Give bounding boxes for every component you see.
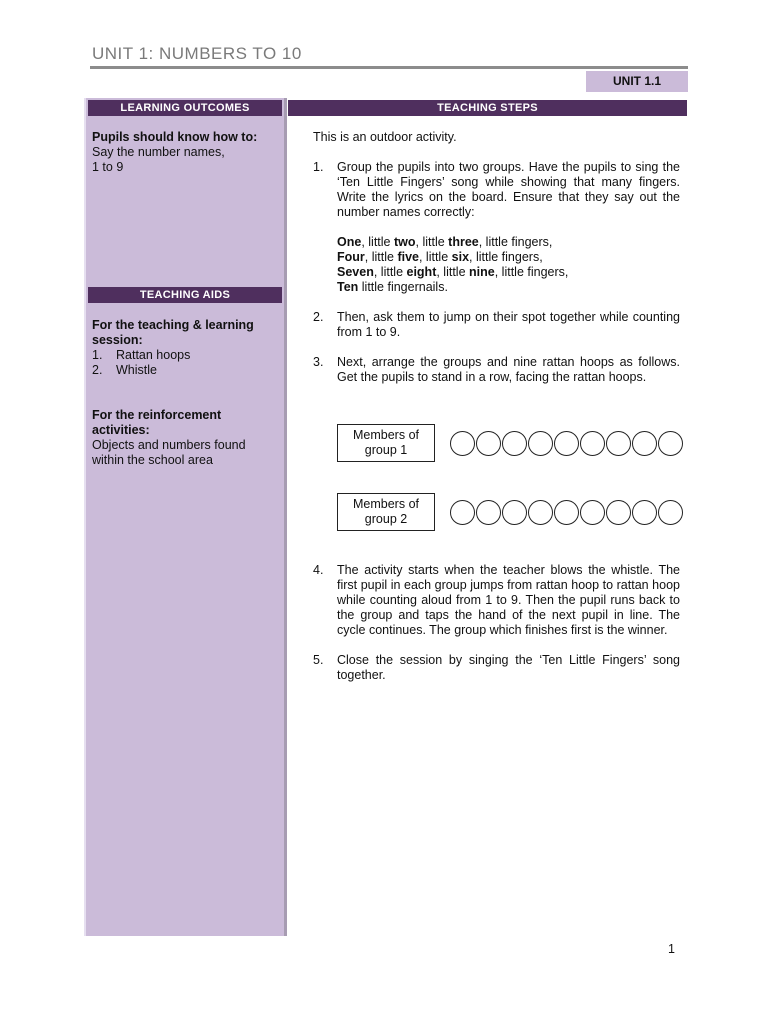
rattan-hoop	[606, 500, 631, 525]
group-1-box	[337, 424, 435, 462]
group-label: group 2	[364, 512, 408, 526]
reinforce-lead: For the reinforcement	[92, 408, 222, 422]
aids-lead: For the teaching & learning	[92, 318, 254, 332]
rattan-hoop	[476, 500, 501, 525]
rattan-hoop	[554, 431, 579, 456]
lyric-line	[337, 250, 680, 265]
step-text: Next, arrange the groups and nine rattan hoops as follows. Get the pupils to stand in a row, facing the rattan hoops.	[337, 355, 680, 384]
lyric-text: , little	[361, 235, 394, 249]
step-3	[313, 355, 680, 385]
rattan-hoop	[450, 431, 475, 456]
teaching-aids-header: TEACHING AIDS	[88, 287, 282, 303]
rattan-hoop	[632, 431, 657, 456]
rattan-hoop	[580, 431, 605, 456]
page-number: 1	[668, 942, 675, 956]
teaching-steps-continued	[313, 563, 680, 683]
group-label: group 1	[364, 443, 408, 457]
step-text: Close the session by singing the ‘Ten Little Fingers’ song together.	[337, 653, 680, 682]
step-1	[313, 160, 680, 220]
rattan-hoop	[476, 431, 501, 456]
group-2-box	[337, 493, 435, 531]
song-lyrics	[337, 235, 680, 295]
step-text: The activity starts when the teacher blows the whistle. The first pupil in each group jumps from rattan hoop to rattan hoop while counting aloud from 1 to 9. Then the pupil runs back to the group and taps the hand of the next pupil in line. The cycle continues. The group which finishes first is the winner.	[337, 563, 680, 637]
lyric-text: , little	[436, 265, 470, 279]
list-item	[92, 348, 272, 363]
lyric-bold: Four	[337, 250, 365, 264]
list-item	[92, 363, 272, 378]
rattan-hoop	[528, 431, 553, 456]
lyric-bold: two	[393, 235, 416, 249]
aids-lead: session:	[92, 333, 143, 347]
left-panel-edge	[84, 98, 86, 936]
lyric-text: , little fingers,	[469, 250, 543, 264]
teaching-steps	[313, 130, 680, 385]
lyric-bold: eight	[406, 265, 437, 279]
rattan-hoop	[606, 431, 631, 456]
reinforce-line: Objects and numbers found	[92, 438, 246, 452]
group-label: Members of	[353, 428, 419, 442]
lyric-text: little fingernails.	[358, 280, 448, 294]
lyric-text: , little fingers,	[494, 265, 569, 279]
lyric-text: , little	[373, 265, 407, 279]
list-item-text: Rattan hoops	[116, 348, 191, 362]
lyric-line	[337, 280, 680, 295]
reinforce-line: within the school area	[92, 453, 213, 467]
learning-outcomes-content	[92, 130, 257, 175]
list-item-number: 2.	[92, 363, 103, 377]
step-4	[313, 563, 680, 638]
rattan-hoop	[658, 431, 683, 456]
lyric-text: , little	[364, 250, 398, 264]
rattan-hoop	[528, 500, 553, 525]
lyric-text: , little fingers,	[478, 235, 553, 249]
step-number: 4.	[313, 563, 324, 577]
step-number: 2.	[313, 310, 324, 324]
list-item-text: Whistle	[116, 363, 157, 377]
rattan-hoop	[502, 500, 527, 525]
step-5	[313, 653, 680, 683]
outcome-line: Say the number names,	[92, 145, 225, 159]
lyric-bold: six	[451, 250, 470, 264]
lyric-text: , little	[415, 235, 449, 249]
reinforce-lead: activities:	[92, 423, 150, 437]
lyric-line	[337, 235, 680, 250]
left-panel	[84, 98, 287, 936]
lyric-bold: Seven	[337, 265, 374, 279]
lyric-bold: five	[397, 250, 419, 264]
lyric-bold: three	[448, 235, 479, 249]
lyric-text: , little	[418, 250, 452, 264]
intro-text: This is an outdoor activity.	[313, 130, 457, 144]
step-number: 3.	[313, 355, 324, 369]
rattan-hoop	[450, 500, 475, 525]
title-rule	[90, 66, 688, 69]
step-number: 5.	[313, 653, 324, 667]
teaching-aids-content	[92, 318, 272, 468]
rattan-hoop	[658, 500, 683, 525]
rattan-hoop	[580, 500, 605, 525]
lyric-line	[337, 265, 680, 280]
step-text: Group the pupils into two groups. Have the pupils to sing the ‘Ten Little Fingers’ song while showing that many fingers. Write the lyrics on the board. Ensure that they say out the number names correctly:	[337, 160, 680, 219]
rattan-hoop	[554, 500, 579, 525]
lyric-bold: Ten	[337, 280, 359, 294]
rattan-hoop	[632, 500, 657, 525]
step-text: Then, ask them to jump on their spot together while counting from 1 to 9.	[337, 310, 680, 339]
unit-title: UNIT 1: NUMBERS TO 10	[92, 44, 302, 63]
rattan-hoop	[502, 431, 527, 456]
unit-badge: UNIT 1.1	[586, 71, 688, 92]
learning-outcomes-header: LEARNING OUTCOMES	[88, 100, 282, 116]
list-item-number: 1.	[92, 348, 103, 362]
step-2	[313, 310, 680, 340]
step-number: 1.	[313, 160, 324, 174]
outcome-lead: Pupils should know how to:	[92, 130, 258, 144]
group-label: Members of	[353, 497, 419, 511]
lyric-bold: nine	[469, 265, 495, 279]
outcome-line: 1 to 9	[92, 160, 124, 174]
lyric-bold: One	[337, 235, 362, 249]
teaching-steps-header: TEACHING STEPS	[288, 100, 687, 116]
